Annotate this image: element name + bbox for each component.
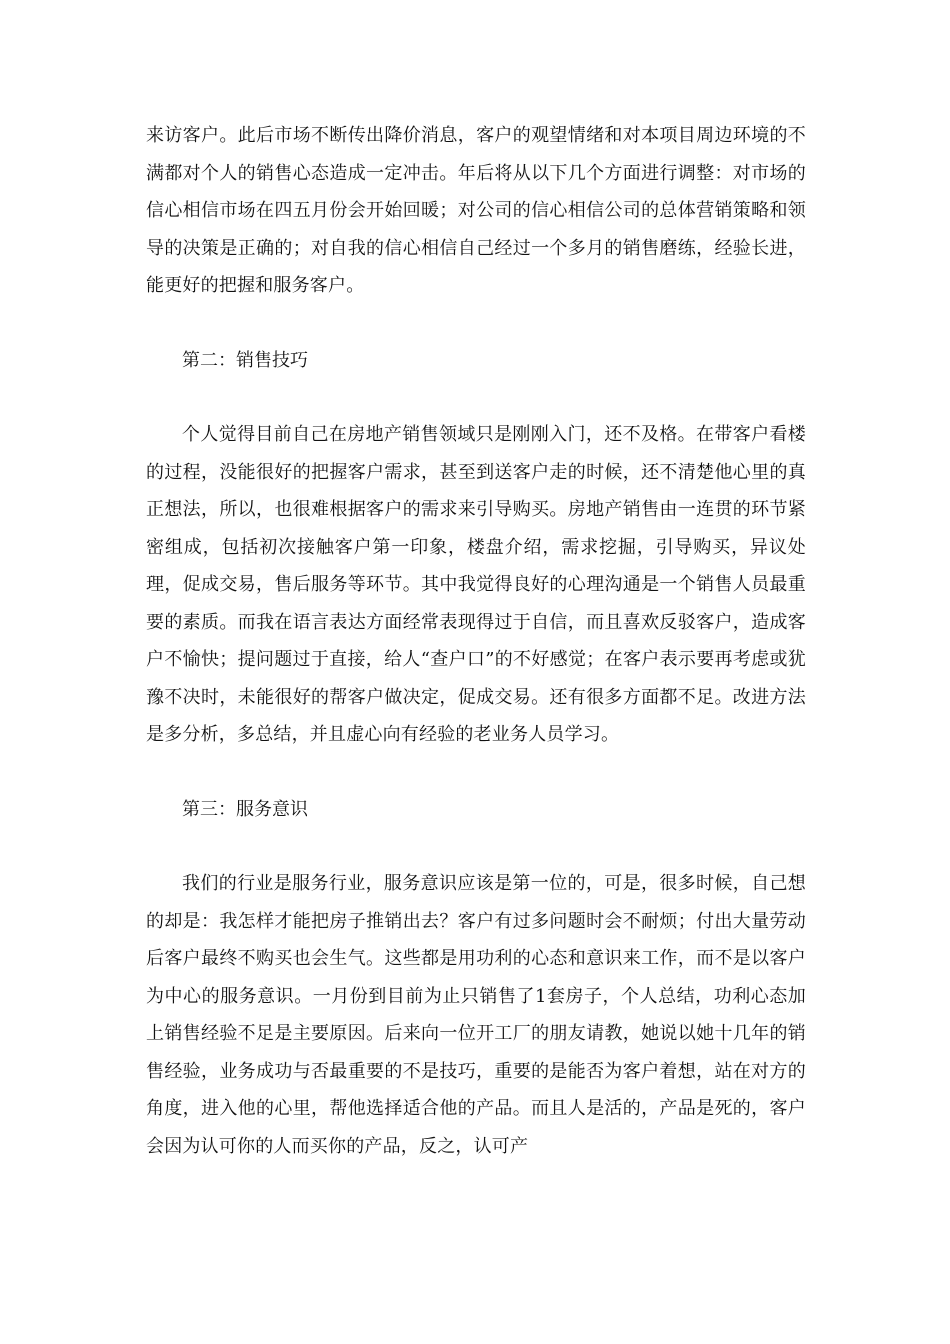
paragraph-sales-skills: 个人觉得目前自己在房地产销售领域只是刚刚入门，还不及格。在带客户看楼的过程，没能很好的把握客户需求，甚至到送客户走的时候，还不清楚他心里的真正想法，所以，也很难根据客户的需求来引导购买。房地产销售由一连贯的环节紧密组成，包括初次接触客户第一印象，楼盘介绍，需求挖掘，引导购买，异议处理，促成交易，售后服务等环节。其中我觉得良好的心理沟通是一个销售人员最重要的素质。而我在语言表达方面经常表现得过于自信，而且喜欢反驳客户，造成客户不愉快；提问题过于直接，给人“查户口”的不好感觉；在客户表示要再考虑或犹豫不决时，未能很好的帮客户做决定，促成交易。还有很多方面都不足。改进方法是多分析，多总结，并且虚心向有经验的老业务人员学习。 [146, 424, 806, 745]
paragraph-gap [146, 828, 806, 865]
paragraph-market-confidence: 来访客户。此后市场不断传出降价消息，客户的观望情绪和对本项目周边环境的不满都对个人的销售心态造成一定冲击。年后将从以下几个方面进行调整：对市场的信心相信市场在四五月份会开始回暖；对公司的信心相信公司的总体营销策略和领导的决策是正确的；对自我的信心相信自己经过一个多月的销售磨练，经验长进，能更好的把握和服务客户。 [146, 125, 806, 296]
section-heading-service-awareness: 第三：服务意识 [182, 798, 308, 820]
paragraph-gap [146, 754, 806, 791]
document-page [146, 117, 806, 1165]
paragraph-gap [146, 379, 806, 416]
section-heading-sales-skills: 第二：销售技巧 [182, 349, 308, 371]
paragraph-gap [146, 305, 806, 342]
paragraph-service-awareness: 我们的行业是服务行业，服务意识应该是第一位的，可是，很多时候，自己想的却是：我怎样才能把房子推销出去？客户有过多问题时会不耐烦；付出大量劳动后客户最终不购买也会生气。这些都是用功利的心态和意识来工作，而不是以客户为中心的服务意识。一月份到目前为止只销售了1套房子，个人总结，功利心态加上销售经验不足是主要原因。后来向一位开工厂的朋友请教，她说以她十几年的销售经验，业务成功与否最重要的不是技巧，重要的是能否为客户着想，站在对方的角度，进入他的心里，帮他选择适合他的产品。而且人是活的，产品是死的，客户会因为认可你的人而买你的产品，反之，认可产 [146, 873, 806, 1157]
